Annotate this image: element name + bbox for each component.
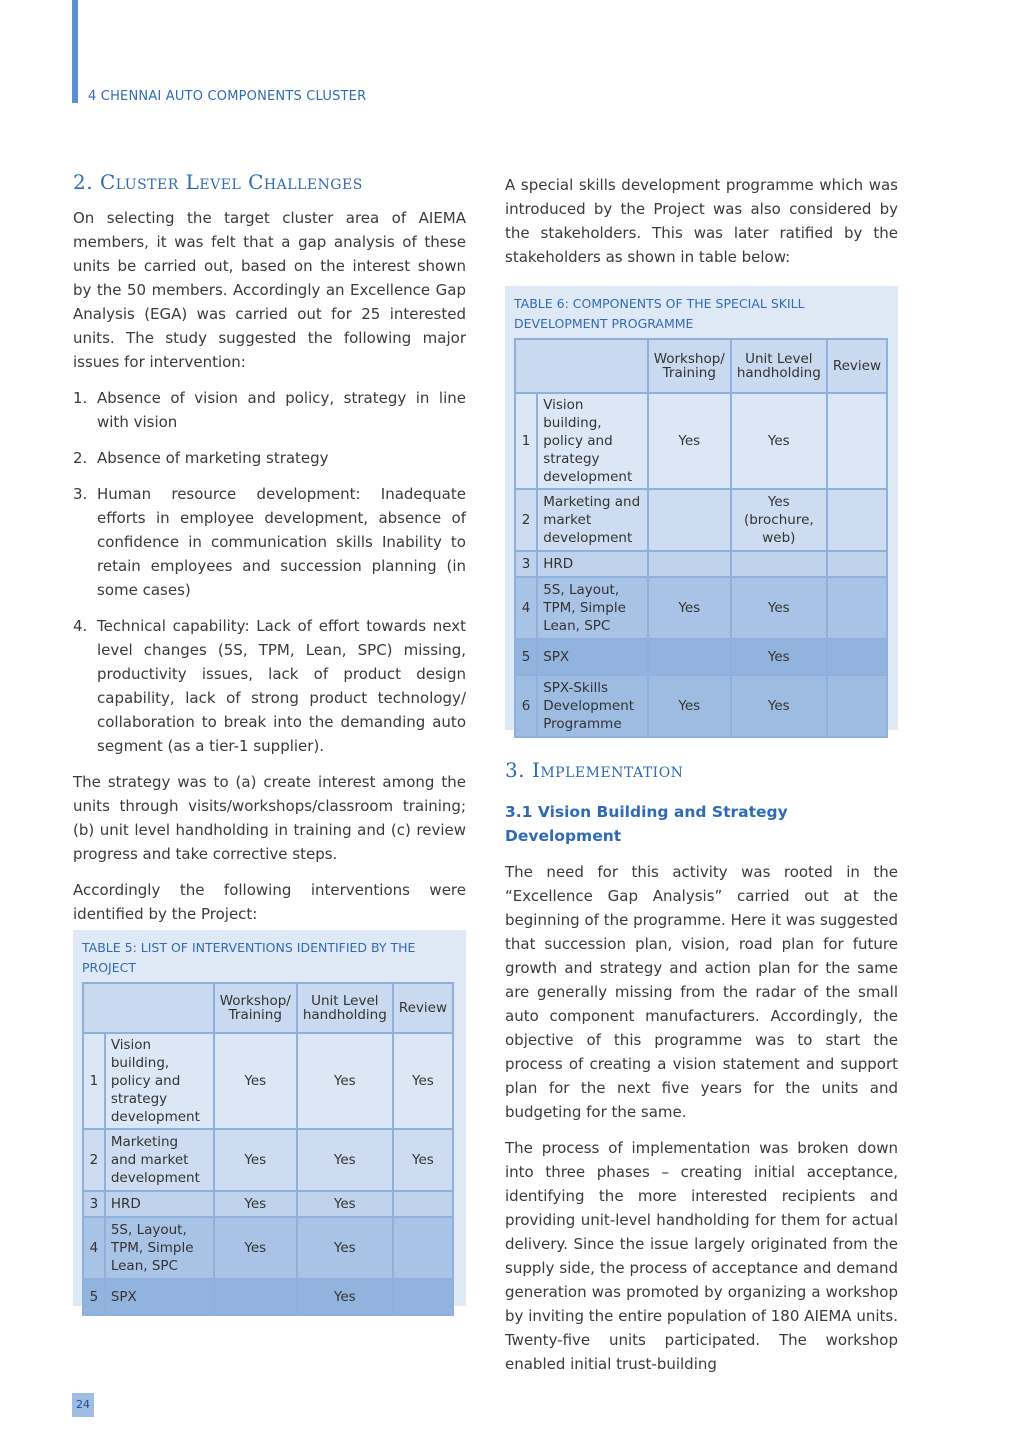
issues-list	[73, 386, 466, 758]
row-label: Marketing and market development	[105, 1129, 214, 1191]
implementation-paragraph-2: The process of implementation was broken down into three phases – creating initial acceptance, identifying the more interested recipients and providing unit-level handholding for them for actual delivery. Since the issue largely originated from the supply side, the process of acceptance and demand generation was promoted by organizing a workshop by inviting the entire population of 180 AIEMA units. Twenty-five units participated. The workshop enabled initial trust-building	[505, 1139, 898, 1373]
table-corner-cell	[515, 339, 648, 393]
cell-workshop: Yes	[648, 577, 731, 639]
list-item	[73, 614, 466, 758]
list-item	[73, 482, 466, 602]
cell-review: Yes	[393, 1129, 453, 1191]
cell-handholding: Yes	[731, 393, 827, 489]
table-row	[83, 1033, 453, 1129]
row-number: 3	[83, 1191, 105, 1217]
cell-handholding	[731, 551, 827, 577]
strategy-paragraph: The strategy was to (a) create interest among the units through visits/workshops/classroom training; (b) unit level handholding in training and (c) review progress and take corrective steps.	[73, 773, 466, 863]
implementation-paragraph-1: The need for this activity was rooted in the “Excellence Gap Analysis” carried out at the beginning of the programme. Here it was suggested that succession plan, vision, road plan for future growth and strategy and action plan for the same are generally missing from the radar of the small auto component manufacturers. Accordingly, the objective of this programme was to start the process of creating a vision statement and support plan for the next five years for the units and budgeting for the same.	[505, 863, 898, 1121]
row-label: SPX-Skills Development Programme	[537, 675, 647, 737]
table-header-cell: Unit Level handholding	[297, 983, 393, 1033]
table-row	[515, 489, 887, 551]
list-text: Technical capability: Lack of effort towards next level changes (5S, TPM, Lean, SPC) missing, productivity issues, lack of product design capability, lack of strong product technology/ collaboration to break into the demanding auto segment (as a tier-1 supplier).	[97, 617, 466, 755]
list-text: Human resource development: Inadequate efforts in employee development, absence of confidence in communication skills Inability to retain employees and succession planning (in some cases)	[97, 485, 466, 599]
right-column	[505, 173, 898, 1388]
table-row	[515, 577, 887, 639]
cell-review	[827, 675, 887, 737]
interventions-intro: Accordingly the following interventions were identified by the Project:	[73, 881, 466, 923]
list-text: Absence of vision and policy, strategy in line with vision	[97, 389, 466, 431]
section-heading-challenges: 2. Cluster Level Challenges	[73, 170, 363, 194]
cell-workshop: Yes	[214, 1191, 297, 1217]
row-label: Vision building, policy and strategy development	[105, 1033, 214, 1129]
page-number: 24	[72, 1393, 94, 1417]
subsection-heading: 3.1 Vision Building and Strategy Development	[505, 803, 788, 845]
table-row	[83, 1191, 453, 1217]
list-number: 3.	[73, 485, 88, 503]
row-number: 3	[515, 551, 537, 577]
cell-handholding: Yes	[297, 1217, 393, 1279]
running-header: 4 CHENNAI AUTO COMPONENTS CLUSTER	[88, 89, 367, 104]
cell-review	[827, 639, 887, 675]
table-row	[83, 1217, 453, 1279]
row-label: 5S, Layout, TPM, Simple Lean, SPC	[105, 1217, 214, 1279]
list-item	[73, 386, 466, 434]
table-header-cell: Workshop/ Training	[214, 983, 297, 1033]
table5	[82, 982, 454, 1316]
table-header-cell: Unit Level handholding	[731, 339, 827, 393]
cell-workshop	[648, 551, 731, 577]
list-text: Absence of marketing strategy	[97, 449, 329, 467]
cell-review	[827, 393, 887, 489]
table-corner-cell	[83, 983, 214, 1033]
row-number: 5	[83, 1279, 105, 1315]
cell-workshop	[648, 639, 731, 675]
table-header-cell: Workshop/ Training	[648, 339, 731, 393]
row-number: 4	[515, 577, 537, 639]
row-number: 4	[83, 1217, 105, 1279]
cell-handholding: Yes	[731, 639, 827, 675]
row-label: HRD	[105, 1191, 214, 1217]
section-heading-implementation: 3. Implementation	[505, 758, 684, 782]
intro-paragraph: On selecting the target cluster area of AIEMA members, it was felt that a gap analysis of these units be carried out, based on the interest shown by the 50 members. Accordingly an Excellence Gap Analysis (EGA) was carried out for 25 interested units. The study suggested the following major issues for intervention:	[73, 209, 466, 371]
row-number: 1	[515, 393, 537, 489]
row-label: SPX	[537, 639, 647, 675]
row-number: 2	[83, 1129, 105, 1191]
table-row	[515, 675, 887, 737]
table-header-row	[83, 983, 453, 1033]
table6	[514, 338, 888, 738]
header-accent-bar	[72, 0, 78, 103]
cell-review	[393, 1191, 453, 1217]
cell-workshop: Yes	[648, 675, 731, 737]
row-label: HRD	[537, 551, 647, 577]
row-number: 6	[515, 675, 537, 737]
cell-workshop: Yes	[648, 393, 731, 489]
row-label: Vision building, policy and strategy development	[537, 393, 647, 489]
row-number: 5	[515, 639, 537, 675]
row-number: 2	[515, 489, 537, 551]
cell-review	[827, 551, 887, 577]
table-row	[515, 639, 887, 675]
table-row	[83, 1129, 453, 1191]
table-header-row	[515, 339, 887, 393]
cell-workshop	[648, 489, 731, 551]
cell-handholding: Yes	[297, 1129, 393, 1191]
table-header-cell: Review	[393, 983, 453, 1033]
cell-review	[393, 1279, 453, 1315]
cell-handholding: Yes (brochure, web)	[731, 489, 827, 551]
row-label: 5S, Layout, TPM, Simple Lean, SPC	[537, 577, 647, 639]
cell-handholding: Yes	[731, 577, 827, 639]
cell-review	[393, 1217, 453, 1279]
table-row	[83, 1279, 453, 1315]
table6-box	[505, 286, 898, 730]
list-number: 2.	[73, 449, 88, 467]
list-number: 1.	[73, 389, 88, 407]
cell-handholding: Yes	[297, 1279, 393, 1315]
cell-review	[827, 577, 887, 639]
cell-handholding: Yes	[297, 1191, 393, 1217]
skills-intro-paragraph: A special skills development programme which was introduced by the Project was also considered by the stakeholders. This was later ratified by the stakeholders as shown in table below:	[505, 176, 898, 266]
table-header-cell: Review	[827, 339, 887, 393]
table5-box	[73, 930, 466, 1306]
cell-workshop: Yes	[214, 1129, 297, 1191]
list-number: 4.	[73, 617, 88, 635]
cell-workshop	[214, 1279, 297, 1315]
table5-caption: TABLE 5: LIST OF INTERVENTIONS IDENTIFIED BY THE PROJECT	[82, 940, 416, 975]
row-label: Marketing and market development	[537, 489, 647, 551]
list-item	[73, 446, 466, 470]
left-column	[73, 170, 466, 1306]
row-label: SPX	[105, 1279, 214, 1315]
row-number: 1	[83, 1033, 105, 1129]
table-row	[515, 551, 887, 577]
cell-workshop: Yes	[214, 1033, 297, 1129]
cell-handholding: Yes	[731, 675, 827, 737]
table6-caption: TABLE 6: COMPONENTS OF THE SPECIAL SKILL DEVELOPMENT PROGRAMME	[514, 296, 805, 331]
cell-review: Yes	[393, 1033, 453, 1129]
cell-workshop: Yes	[214, 1217, 297, 1279]
table-row	[515, 393, 887, 489]
cell-review	[827, 489, 887, 551]
cell-handholding: Yes	[297, 1033, 393, 1129]
